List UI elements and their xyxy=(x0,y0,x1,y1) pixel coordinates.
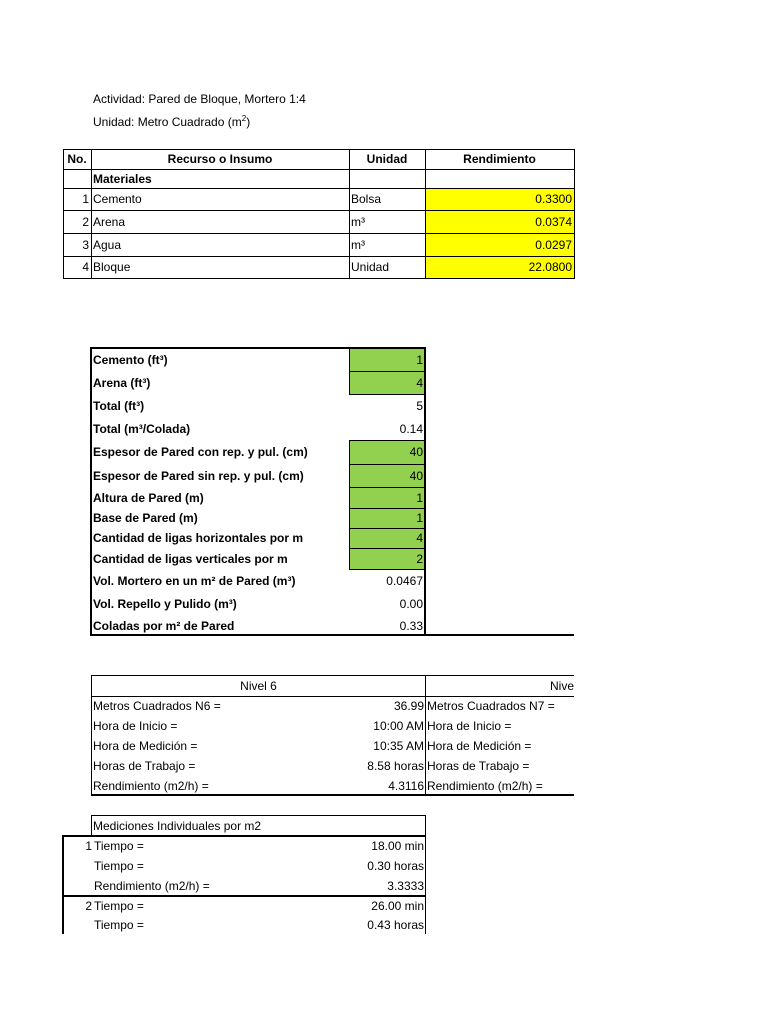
level-6-value: 10:00 AM xyxy=(373,719,424,733)
row-unit: m³ xyxy=(351,237,365,252)
col-header-rendimiento: Rendimiento xyxy=(463,152,536,166)
param-value: 0.00 xyxy=(399,596,423,611)
param-value: 0.0467 xyxy=(386,573,423,588)
row-rendimiento: 22.0800 xyxy=(425,256,574,278)
row-resource: Agua xyxy=(93,237,122,252)
param-label: Cantidad de ligas verticales por m xyxy=(93,551,288,566)
level-7-label: Hora de Inicio = xyxy=(427,719,512,733)
level-7-label: Hora de Medición = xyxy=(427,739,532,753)
measure-label: Tiempo = xyxy=(94,918,144,932)
param-value[interactable]: 4 xyxy=(349,371,425,394)
param-label: Coladas por m² de Pared xyxy=(93,618,235,633)
measure-value: 26.00 min xyxy=(371,898,424,913)
param-label: Arena (ft³) xyxy=(93,375,151,390)
param-label: Total (m³/Colada) xyxy=(93,421,191,436)
level-6-value: 4.3116 xyxy=(388,778,424,793)
param-value[interactable]: 2 xyxy=(349,548,425,569)
row-unit: m³ xyxy=(351,214,365,229)
param-label: Base de Pared (m) xyxy=(93,511,198,525)
row-no: 1 xyxy=(82,192,89,206)
param-label: Cantidad de ligas horizontales por m xyxy=(93,531,304,545)
col-header-unit: Unidad xyxy=(366,152,408,166)
param-value[interactable]: 1 xyxy=(349,508,425,528)
measure-no: 2 xyxy=(85,898,92,913)
param-value[interactable]: 1 xyxy=(349,487,425,508)
col-header-resource: Recurso o Insumo xyxy=(167,152,273,166)
section-materiales: Materiales xyxy=(93,171,152,186)
measure-label: Tiempo = xyxy=(94,859,144,873)
measure-label: Tiempo = xyxy=(94,839,144,853)
param-value[interactable]: 40 xyxy=(349,440,425,464)
param-label: Vol. Repello y Pulido (m³) xyxy=(93,596,237,611)
level-6-title: Nivel 6 xyxy=(240,679,277,693)
row-rendimiento: 0.3300 xyxy=(425,188,574,210)
row-resource: Arena xyxy=(93,214,126,229)
row-no: 2 xyxy=(82,214,89,229)
param-label: Altura de Pared (m) xyxy=(93,490,204,505)
level-6-label: Rendimiento (m2/h) = xyxy=(93,778,209,793)
level-6-value: 36.99 xyxy=(393,699,424,713)
level-7-label: Horas de Trabajo = xyxy=(427,759,530,773)
measure-value: 0.30 horas xyxy=(367,859,424,873)
level-6-label: Hora de Inicio = xyxy=(93,719,178,733)
param-value[interactable]: 40 xyxy=(349,464,425,487)
level-7-label: Rendimiento (m2/h) = xyxy=(427,778,543,793)
param-value: 0.14 xyxy=(399,421,423,436)
row-no: 4 xyxy=(82,260,89,274)
param-value[interactable]: 1 xyxy=(349,348,425,371)
unit-title: Unidad: Metro Cuadrado $(m^2)$ xyxy=(93,114,251,129)
param-label: Total (ft³) xyxy=(93,398,145,413)
param-label: Espesor de Pared sin rep. y pul. (cm) xyxy=(93,468,304,483)
measure-label: Tiempo = xyxy=(94,898,144,913)
measure-value: 18.00 min xyxy=(371,839,424,853)
param-label: Vol. Mortero en un m² de Pared (m³) xyxy=(93,573,296,588)
level-7-title: Nive xyxy=(549,679,574,693)
level-6-label: Metros Cuadrados N6 = xyxy=(93,699,221,713)
activity-title: Actividad: Pared de Bloque, Mortero 1:4 xyxy=(93,92,306,106)
row-resource: Bloque xyxy=(93,260,131,274)
measure-value: 3.3333 xyxy=(387,879,424,893)
level-7-label: Metros Cuadrados N7 = xyxy=(427,699,555,713)
measure-value: 0.43 horas xyxy=(367,918,424,932)
param-label: Espesor de Pared con rep. y pul. (cm) xyxy=(93,445,308,459)
param-label: Cemento (ft³) xyxy=(93,352,168,367)
level-6-label: Horas de Trabajo = xyxy=(93,759,196,773)
row-rendimiento: 0.0374 xyxy=(425,210,574,233)
measurements-title: Mediciones Individuales por m2 xyxy=(93,819,262,833)
level-6-value: 8.58 horas xyxy=(367,759,424,773)
measure-no: 1 xyxy=(85,839,92,853)
row-resource: Cemento xyxy=(93,192,142,206)
col-header-no: No. xyxy=(67,152,87,166)
level-6-label: Hora de Medición = xyxy=(93,739,198,753)
level-6-value: 10:35 AM xyxy=(373,739,424,753)
param-value[interactable]: 4 xyxy=(349,528,425,548)
row-no: 3 xyxy=(82,237,89,252)
row-rendimiento: 0.0297 xyxy=(425,233,574,256)
param-value: 0.33 xyxy=(399,618,423,633)
row-unit: Bolsa xyxy=(351,192,382,206)
measure-label: Rendimiento (m2/h) = xyxy=(94,879,210,893)
param-value: 5 xyxy=(416,398,423,413)
row-unit: Unidad xyxy=(351,260,390,274)
